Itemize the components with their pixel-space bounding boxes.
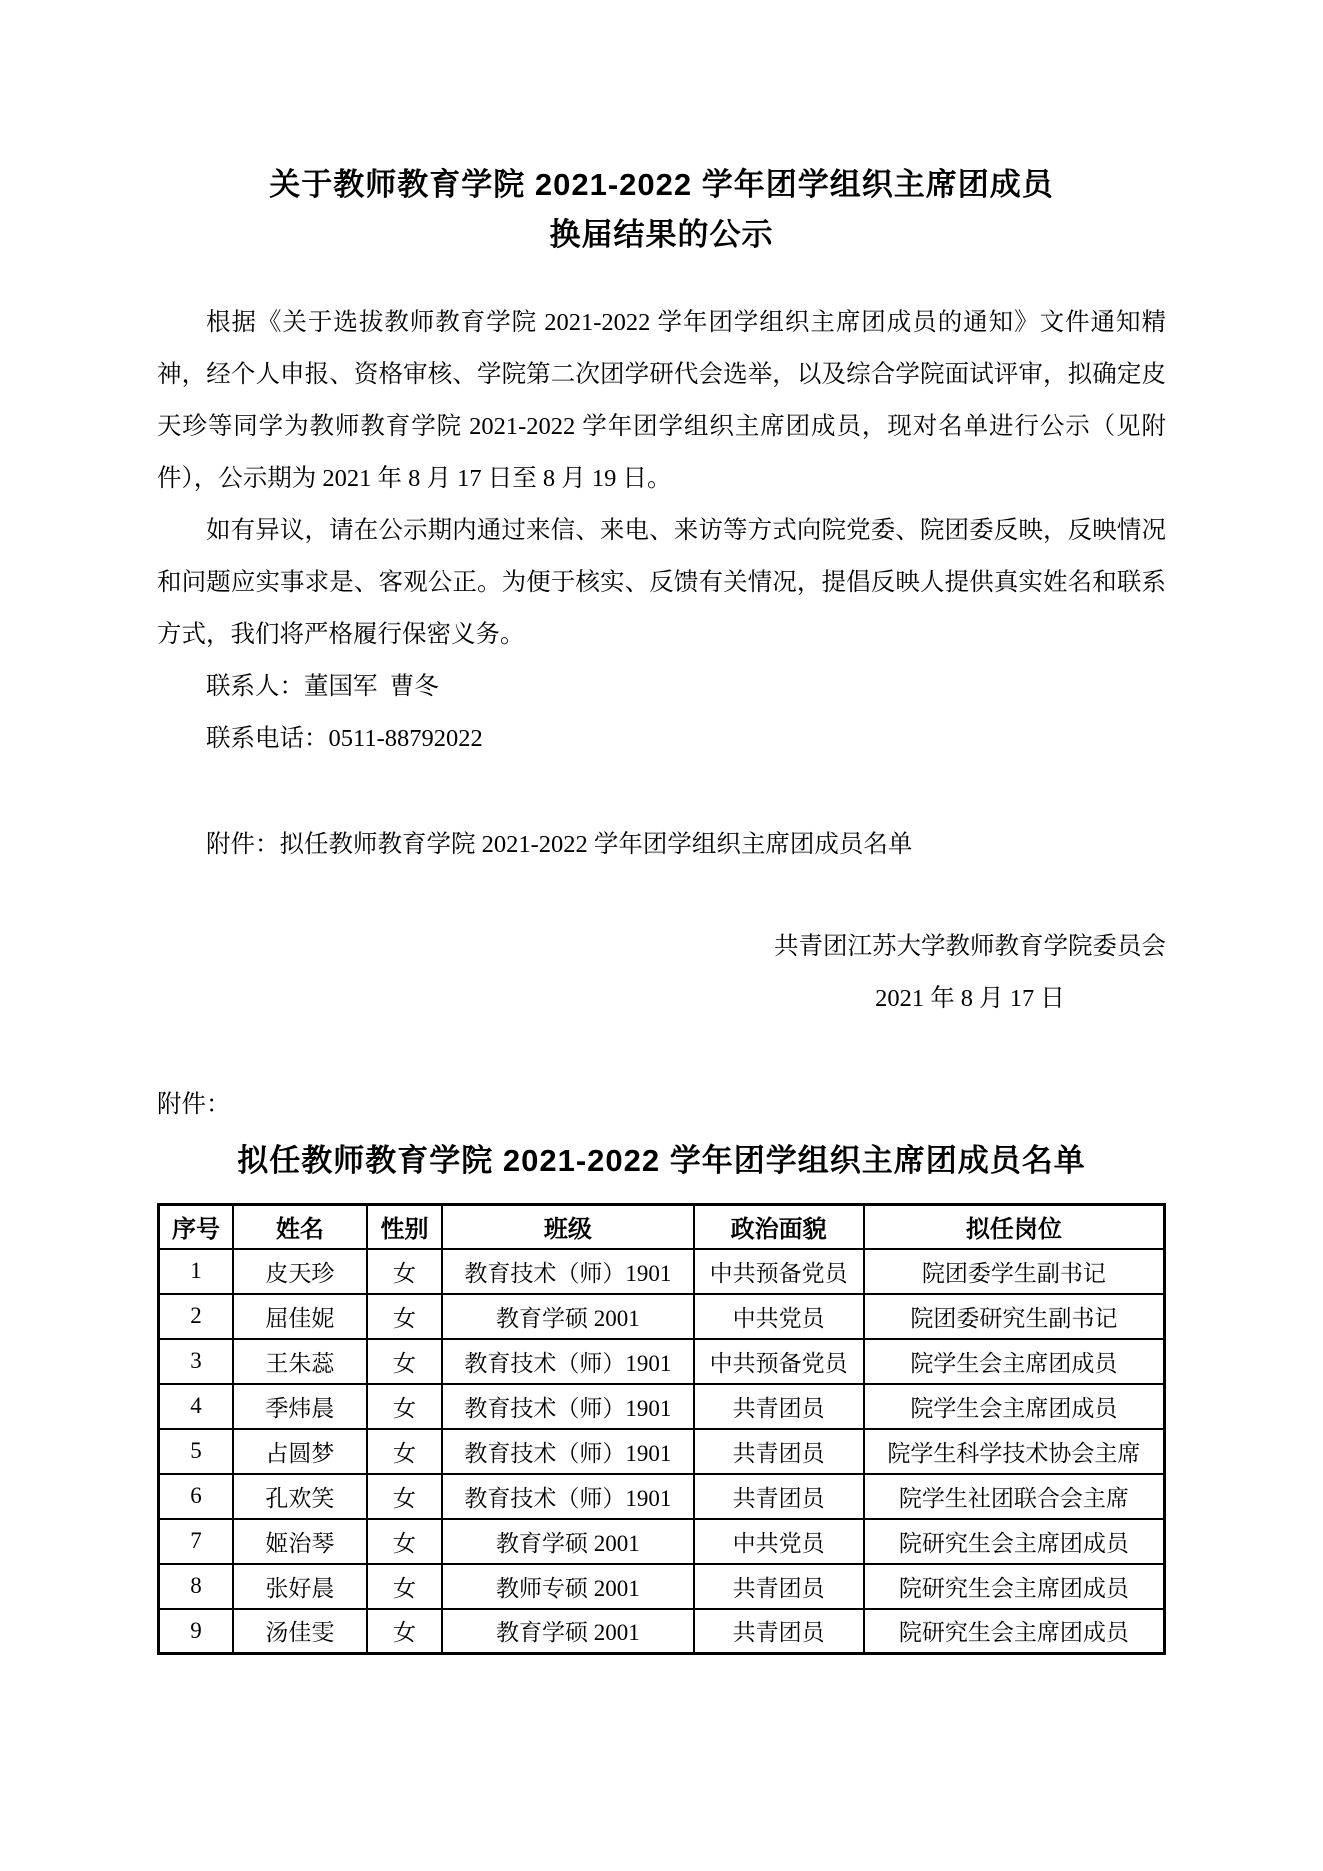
- table-cell: 皮天珍: [233, 1249, 367, 1294]
- table-cell: 共青团员: [694, 1564, 864, 1609]
- table-row: [159, 1474, 1165, 1519]
- table-row: [159, 1249, 1165, 1294]
- table-cell: 教育技术（师）1901: [442, 1339, 694, 1384]
- table-cell: 院研究生会主席团成员: [864, 1609, 1165, 1654]
- table-cell: 院团委学生副书记: [864, 1249, 1165, 1294]
- members-table: [157, 1203, 1166, 1655]
- table-cell: 2: [159, 1294, 233, 1339]
- table-header-name: 姓名: [233, 1205, 367, 1249]
- table-row: [159, 1429, 1165, 1474]
- table-cell: 院学生社团联合会主席: [864, 1474, 1165, 1519]
- table-cell: 王朱蕊: [233, 1339, 367, 1384]
- table-cell: 中共预备党员: [694, 1249, 864, 1294]
- table-cell: 女: [367, 1429, 442, 1474]
- table-cell: 教师专硕 2001: [442, 1564, 694, 1609]
- table-cell: 教育技术（师）1901: [442, 1474, 694, 1519]
- table-cell: 教育技术（师）1901: [442, 1249, 694, 1294]
- table-cell: 汤佳雯: [233, 1609, 367, 1654]
- contact-phone-line: 联系电话：0511-88792022: [206, 725, 483, 752]
- document-body: [157, 297, 1166, 1131]
- table-row: [159, 1609, 1165, 1654]
- table-cell: 屈佳妮: [233, 1294, 367, 1339]
- table-cell: 女: [367, 1474, 442, 1519]
- table-cell: 女: [367, 1339, 442, 1384]
- table-cell: 共青团员: [694, 1429, 864, 1474]
- table-cell: 共青团员: [694, 1609, 864, 1654]
- table-cell: 3: [159, 1339, 233, 1384]
- signature-date: 2021 年 8 月 17 日: [875, 985, 1065, 1012]
- table-cell: 孔欢笑: [233, 1474, 367, 1519]
- members-table-body: [159, 1249, 1165, 1654]
- table-cell: 女: [367, 1564, 442, 1609]
- table-cell: 中共预备党员: [694, 1339, 864, 1384]
- table-cell: 院学生科学技术协会主席: [864, 1429, 1165, 1474]
- table-header-gender: 性别: [367, 1205, 442, 1249]
- table-cell: 占圆梦: [233, 1429, 367, 1474]
- table-header-political-status: 政治面貌: [694, 1205, 864, 1249]
- attachment-label: 附件：: [157, 1091, 231, 1118]
- table-row: [159, 1294, 1165, 1339]
- table-cell: 中共党员: [694, 1294, 864, 1339]
- table-cell: 8: [159, 1564, 233, 1609]
- table-cell: 6: [159, 1474, 233, 1519]
- table-row: [159, 1564, 1165, 1609]
- table-row: [159, 1339, 1165, 1384]
- table-cell: 女: [367, 1294, 442, 1339]
- table-cell: 中共党员: [694, 1519, 864, 1564]
- table-cell: 5: [159, 1429, 233, 1474]
- paragraph-1: 根据《关于选拔教师教育学院 2021-2022 学年团学组织主席团成员的通知》文件通知精神，经个人申报、资格审核、学院第二次团学研代会选举，以及综合学院面试评审，拟确定皮天珍等同学为教师教育学院 2021-2022 学年团学组织主席团成员，现对名单进行公示（见附件），公示期为 2021 年 8 月 17 日至 8 月 19 日。: [157, 309, 1166, 492]
- table-cell: 教育学硕 2001: [442, 1609, 694, 1654]
- table-cell: 女: [367, 1249, 442, 1294]
- document-title-line2: 换届结果的公示: [549, 217, 774, 252]
- table-header-index: 序号: [159, 1205, 233, 1249]
- table-cell: 教育学硕 2001: [442, 1294, 694, 1339]
- table-row: [159, 1384, 1165, 1429]
- table-header-row: [159, 1205, 1165, 1249]
- attachment-reference-line: 附件：拟任教师教育学院 2021-2022 学年团学组织主席团成员名单: [206, 831, 913, 858]
- table-cell: 7: [159, 1519, 233, 1564]
- table-cell: 院研究生会主席团成员: [864, 1564, 1165, 1609]
- table-cell: 姬治琴: [233, 1519, 367, 1564]
- table-cell: 教育学硕 2001: [442, 1519, 694, 1564]
- table-cell: 院团委研究生副书记: [864, 1294, 1165, 1339]
- table-cell: 张好晨: [233, 1564, 367, 1609]
- table-header-position: 拟任岗位: [864, 1205, 1165, 1249]
- table-cell: 女: [367, 1519, 442, 1564]
- signature-block: [774, 921, 1166, 1025]
- table-row: [159, 1519, 1165, 1564]
- attachment-table-title: 拟任教师教育学院 2021-2022 学年团学组织主席团成员名单: [237, 1143, 1086, 1178]
- table-cell: 9: [159, 1609, 233, 1654]
- table-cell: 4: [159, 1384, 233, 1429]
- table-cell: 1: [159, 1249, 233, 1294]
- members-table-head: [159, 1205, 1165, 1249]
- table-cell: 院研究生会主席团成员: [864, 1519, 1165, 1564]
- document-title: [157, 160, 1166, 260]
- table-cell: 女: [367, 1384, 442, 1429]
- table-cell: 共青团员: [694, 1474, 864, 1519]
- table-cell: 女: [367, 1609, 442, 1654]
- contact-person-line: 联系人：董国军 曹冬: [206, 673, 439, 700]
- table-cell: 教育技术（师）1901: [442, 1384, 694, 1429]
- table-cell: 院学生会主席团成员: [864, 1384, 1165, 1429]
- table-cell: 教育技术（师）1901: [442, 1429, 694, 1474]
- table-cell: 季炜晨: [233, 1384, 367, 1429]
- document-title-line1: 关于教师教育学院 2021-2022 学年团学组织主席团成员: [269, 167, 1054, 202]
- table-header-class: 班级: [442, 1205, 694, 1249]
- document-content: [157, 0, 1166, 1655]
- paragraph-2: 如有异议，请在公示期内通过来信、来电、来访等方式向院党委、院团委反映，反映情况和问题应实事求是、客观公正。为便于核实、反馈有关情况，提倡反映人提供真实姓名和联系方式，我们将严格履行保密义务。: [157, 517, 1166, 648]
- table-cell: 共青团员: [694, 1384, 864, 1429]
- signature-org: 共青团江苏大学教师教育学院委员会: [774, 933, 1166, 960]
- table-cell: 院学生会主席团成员: [864, 1339, 1165, 1384]
